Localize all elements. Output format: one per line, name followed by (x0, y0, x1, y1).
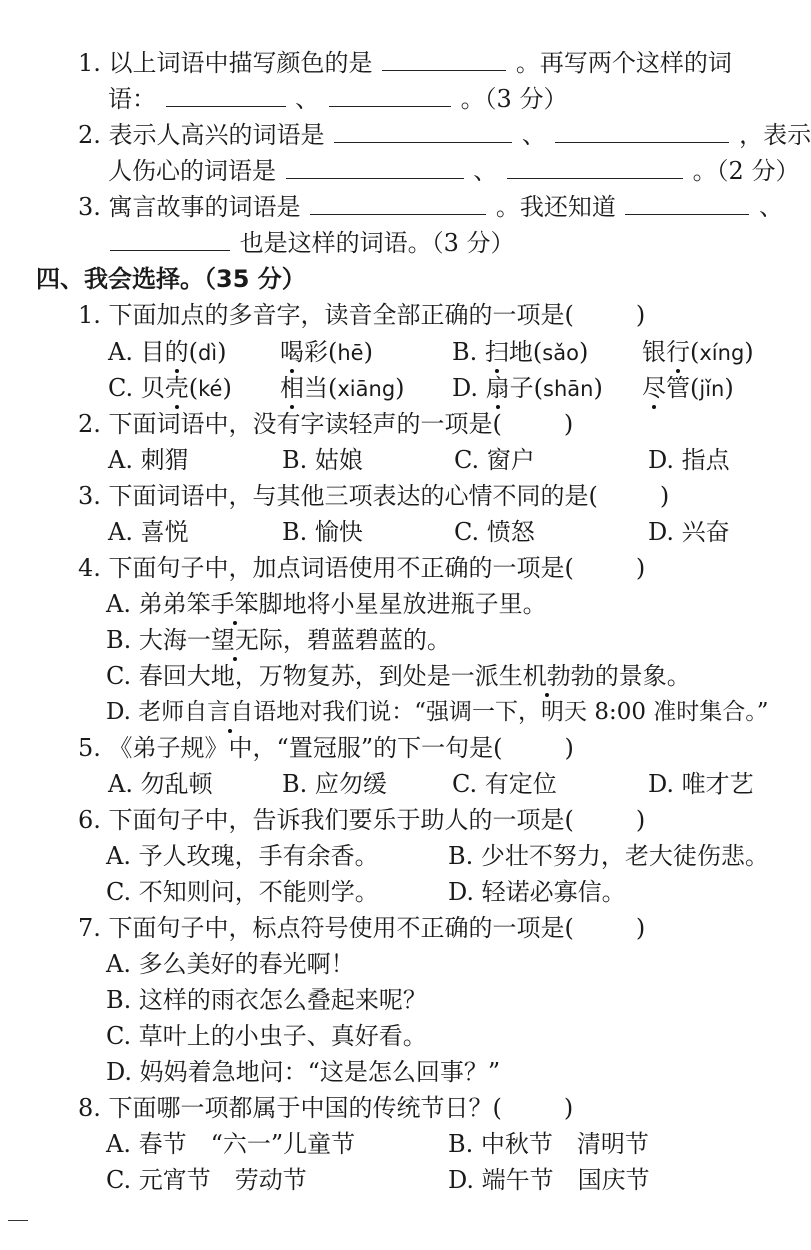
option-b: B. 这样的雨衣怎么叠起来呢？ (106, 986, 427, 1014)
question-4-6-stem: 6. 下面句子中，告诉我们要乐于助人的一项是( ) (78, 806, 646, 834)
option-d-1: D. 扇子(shān) (452, 371, 603, 406)
option-a: A. 予人玫瑰，手有余香。 (106, 842, 379, 870)
option: C. 有定位 (452, 770, 557, 798)
question-3-1-line-2: 语： 、 。（3 分） (108, 85, 568, 113)
answer-blank[interactable] (166, 84, 286, 107)
answer-blank[interactable] (625, 192, 749, 215)
option-b-2: 银行(xíng) (642, 335, 754, 370)
option-a-2: 喝彩(hē) (280, 335, 373, 370)
option: B. 姑娘 (282, 446, 363, 474)
option-b: B. 少壮不努力，老大徒伤悲。 (448, 842, 769, 870)
question-4-2-stem: 2. 下面词语中，没有字读轻声的一项是( ) (78, 410, 574, 438)
option-b: B. 中秋节 清明节 (448, 1130, 649, 1158)
option-a: A. 弟弟笨手笨脚地将小星星放进瓶子里。 (106, 587, 547, 621)
option-b-1: B. 扫地(sǎo) (452, 335, 588, 370)
answer-blank[interactable] (329, 84, 451, 107)
option: A. 喜悦 (108, 518, 189, 546)
question-text: 以上词语中描写颜色的是 (108, 49, 373, 77)
question-3-2-line-1: 2. 表示人高兴的词语是 、 ，表示 (78, 121, 811, 149)
option-d: D. 妈妈着急地问：“这是怎么回事？” (106, 1058, 501, 1086)
answer-blank[interactable] (334, 120, 512, 143)
answer-blank[interactable] (110, 228, 230, 251)
option-a: A. 春节 “六一”儿童节 (106, 1130, 356, 1158)
option: D. 兴奋 (648, 518, 730, 546)
answer-blank[interactable] (555, 120, 729, 143)
option-c: C. 春回大地，万物复苏，到处是一派生机勃勃的景象。 (106, 659, 691, 693)
answer-blank[interactable] (310, 192, 486, 215)
section-title: 四、我会选择。（35 分） (36, 265, 306, 293)
option-a-1: A. 目的(dì) (108, 335, 227, 370)
option-c: C. 元宵节 劳动节 (106, 1166, 307, 1194)
question-3-1-line-1: 1. 以上词语中描写颜色的是 。再写两个这样的词 (78, 49, 732, 77)
option: B. 愉快 (282, 518, 363, 546)
option-d: D. 老师自言自语地对我们说：“强调一下，明天 8:00 准时集合。” (106, 695, 769, 729)
question-4-8-stem: 8. 下面哪一项都属于中国的传统节日？( ) (78, 1094, 574, 1122)
question-3-3-line-1: 3. 寓言故事的词语是 。我还知道 、 (78, 193, 784, 221)
question-4-7-stem: 7. 下面句子中，标点符号使用不正确的一项是( ) (78, 914, 646, 942)
answer-blank[interactable] (507, 156, 683, 179)
question-4-3-stem: 3. 下面词语中，与其他三项表达的心情不同的是( ) (78, 482, 670, 510)
page-edge-mark (8, 1220, 28, 1221)
question-3-3-line-2: 也是这样的词语。（3 分） (108, 226, 515, 260)
option-a: A. 多么美好的春光啊！ (106, 950, 355, 978)
option-c: C. 不知则问，不能则学。 (106, 878, 379, 906)
question-3-2-line-2: 人伤心的词语是 、 。（2 分） (108, 157, 800, 185)
answer-blank[interactable] (286, 156, 464, 179)
option-c-2: 相当(xiāng) (280, 371, 405, 406)
option: C. 愤怒 (454, 518, 535, 546)
answer-blank[interactable] (382, 48, 506, 71)
option: B. 应勿缓 (282, 770, 387, 798)
option-d-2: 尽管(jǐn) (642, 371, 734, 406)
question-4-1-stem: 1. 下面加点的多音字，读音全部正确的一项是( ) (78, 301, 646, 329)
option: D. 唯才艺 (648, 770, 754, 798)
option: A. 刺猬 (108, 446, 189, 474)
option-d: D. 端午节 国庆节 (448, 1166, 650, 1194)
option: D. 指点 (648, 446, 730, 474)
option: C. 窗户 (454, 446, 535, 474)
option-c: C. 草叶上的小虫子、真好看。 (106, 1022, 427, 1050)
option-c-1: C. 贝壳(ké) (108, 371, 232, 406)
option-b: B. 大海一望无际，碧蓝碧蓝的。 (106, 623, 451, 657)
question-4-4-stem: 4. 下面句子中，加点词语使用不正确的一项是( ) (78, 554, 646, 582)
option-d: D. 轻诺必寡信。 (448, 878, 626, 906)
option: A. 勿乱顿 (108, 770, 213, 798)
question-4-5-stem: 5. 《弟子规》中，“置冠服”的下一句是( ) (78, 734, 574, 762)
